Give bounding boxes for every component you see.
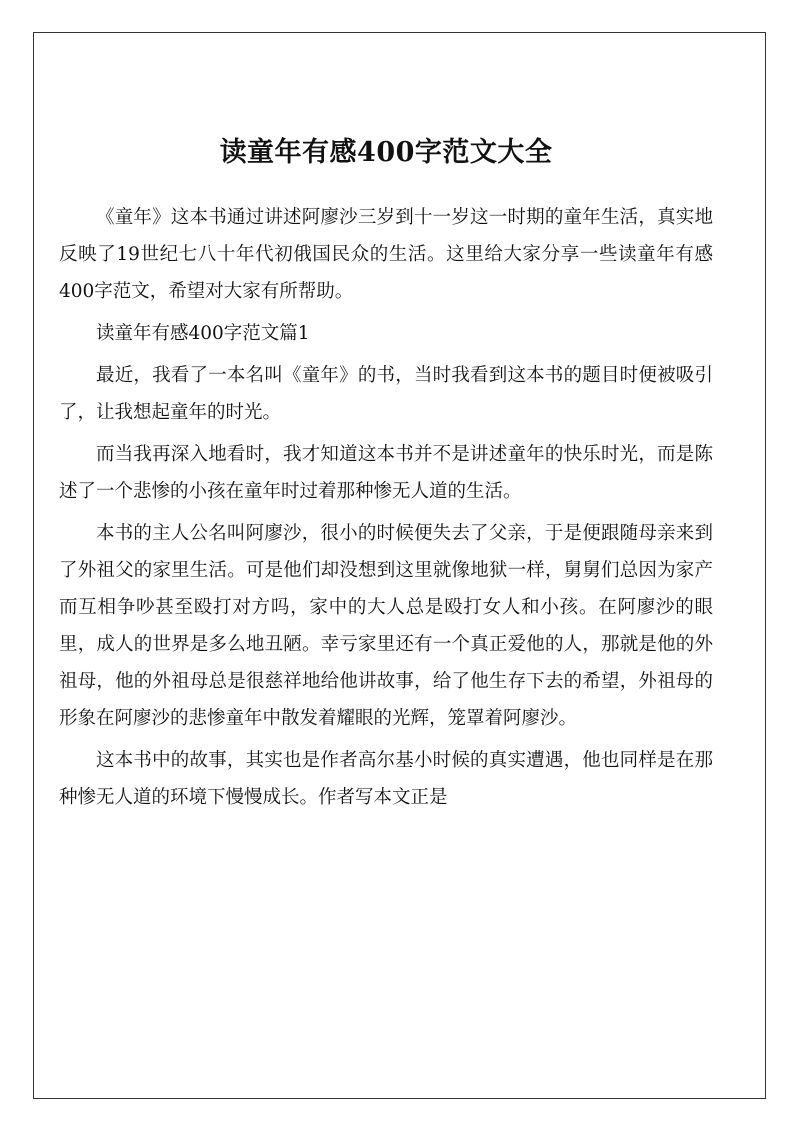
body-paragraph: 本书的主人公名叫阿廖沙，很小的时候便失去了父亲，于是便跟随母亲来到了外祖父的家里生活。可是他们却没想到这里就像地狱一样，舅舅们总因为家产而互相争吵甚至殴打对方吗，家中的大人总是殴打女人和小孩。在阿廖沙的眼里，成人的世界是多么地丑陋。幸亏家里还有一个真正爱他的人，那就是他的外祖母，他的外祖母总是很慈祥地给他讲故事，给了他生存下去的希望，外祖母的形象在阿廖沙的悲惨童年中散发着耀眼的光辉，笼罩着阿廖沙。 (59, 523, 713, 729)
intro-paragraph: 《童年》这本书通过讲述阿廖沙三岁到十一岁这一时期的童年生活，真实地反映了19世纪七八十年代初俄国民众的生活。这里给大家分享一些读童年有感400字范文，希望对大家有所帮助。 (59, 207, 713, 302)
document-body (59, 90, 713, 821)
body-paragraph: 最近，我看了一本名叫《童年》的书，当时我看到这本书的题目时便被吸引了，让我想起童年的时光。 (59, 365, 713, 423)
document-title: 读童年有感400字范文大全 (219, 137, 553, 168)
section-heading: 读童年有感400字范文篇1 (96, 323, 310, 344)
body-paragraph: 这本书中的故事，其实也是作者高尔基小时候的真实遭遇，他也同样是在那种惨无人道的环境下慢慢成长。作者写本文正是 (59, 750, 713, 808)
body-paragraph: 而当我再深入地看时，我才知道这本书并不是讲述童年的快乐时光，而是陈述了一个悲惨的小孩在童年时过着那种惨无人道的生活。 (59, 444, 713, 502)
